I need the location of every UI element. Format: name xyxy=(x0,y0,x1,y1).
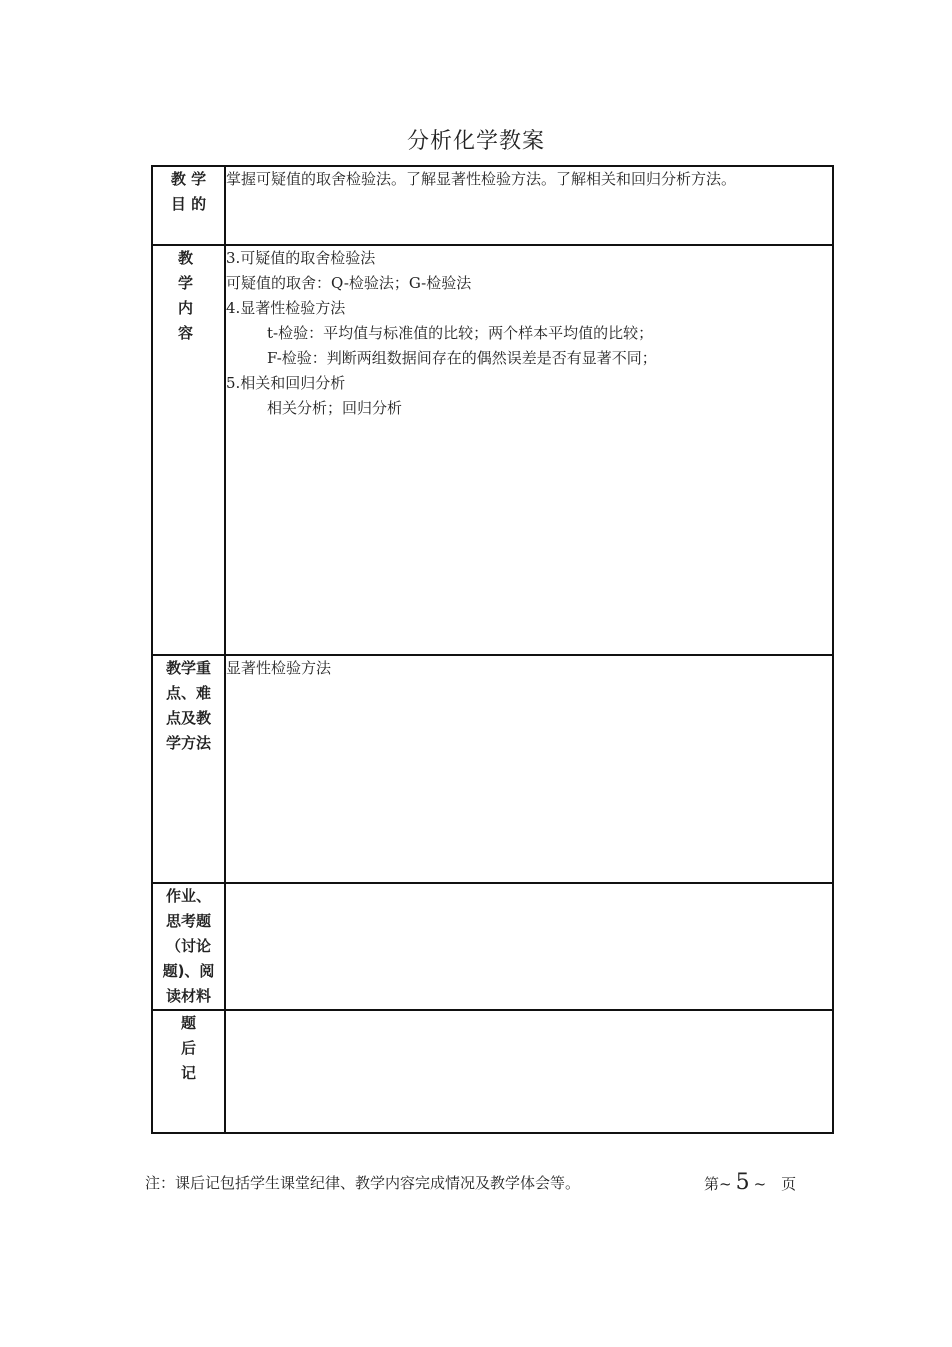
page-suffix: ~ 页 xyxy=(753,1175,797,1193)
page-number xyxy=(704,1170,796,1195)
content-teaching-objectives xyxy=(225,166,833,245)
label-line: 内 xyxy=(177,299,199,317)
content-homework xyxy=(225,883,833,1010)
label-teaching-objectives xyxy=(152,166,225,245)
label-line: 学 xyxy=(177,274,199,292)
row-postscript xyxy=(152,1010,833,1133)
label-line: 教学重 xyxy=(165,659,211,677)
content-line: 相关分析；回归分析 xyxy=(267,399,403,417)
content-line: F-检验：判断两组数据间存在的偶然误差是否有显著不同； xyxy=(267,349,657,367)
label-line: 后 xyxy=(180,1039,196,1057)
row-homework xyxy=(152,883,833,1010)
row-teaching-content xyxy=(152,245,833,655)
label-line: 容 xyxy=(177,324,199,342)
content-line: 4.显著性检验方法 xyxy=(226,299,346,317)
label-line: 题 xyxy=(180,1014,196,1032)
row-key-points xyxy=(152,655,833,883)
label-line: 点、难 xyxy=(165,684,211,702)
content-line: 掌握可疑值的取舍检验法。了解显著性检验方法。了解相关和回归分析方法。 xyxy=(226,170,737,188)
label-postscript xyxy=(152,1010,225,1133)
content-line: 显著性检验方法 xyxy=(226,659,332,677)
label-line: 教 学 xyxy=(170,170,207,188)
footer-note: 注：课后记包括学生课堂纪律、教学内容完成情况及教学体会等。 xyxy=(145,1174,581,1192)
label-line: 题)、阅 xyxy=(162,962,215,980)
label-teaching-content xyxy=(152,245,225,655)
content-line: 可疑值的取舍：Q-检验法；G-检验法 xyxy=(226,274,472,292)
content-key-points xyxy=(225,655,833,883)
content-line: 5.相关和回归分析 xyxy=(226,374,346,392)
lesson-plan-table xyxy=(151,165,834,1134)
label-line: （讨论 xyxy=(165,937,211,955)
document-title: 分析化学教案 xyxy=(406,129,545,154)
page-number-value: 5 xyxy=(735,1170,750,1195)
label-line: 目 的 xyxy=(170,195,207,213)
label-line: 作业、 xyxy=(165,887,211,905)
label-line: 思考题 xyxy=(165,912,211,930)
page-prefix: 第~ xyxy=(704,1175,732,1193)
content-teaching-content xyxy=(225,245,833,655)
label-key-points xyxy=(152,655,225,883)
content-postscript xyxy=(225,1010,833,1133)
label-line: 记 xyxy=(180,1064,196,1082)
row-teaching-objectives xyxy=(152,166,833,245)
label-line: 教 xyxy=(177,249,199,267)
content-line: t-检验：平均值与标准值的比较；两个样本平均值的比较； xyxy=(267,324,654,342)
label-line: 学方法 xyxy=(165,734,211,752)
label-line: 读材料 xyxy=(165,987,211,1005)
label-line: 点及教 xyxy=(165,709,211,727)
content-line: 3.可疑值的取舍检验法 xyxy=(226,249,376,267)
label-homework xyxy=(152,883,225,1010)
